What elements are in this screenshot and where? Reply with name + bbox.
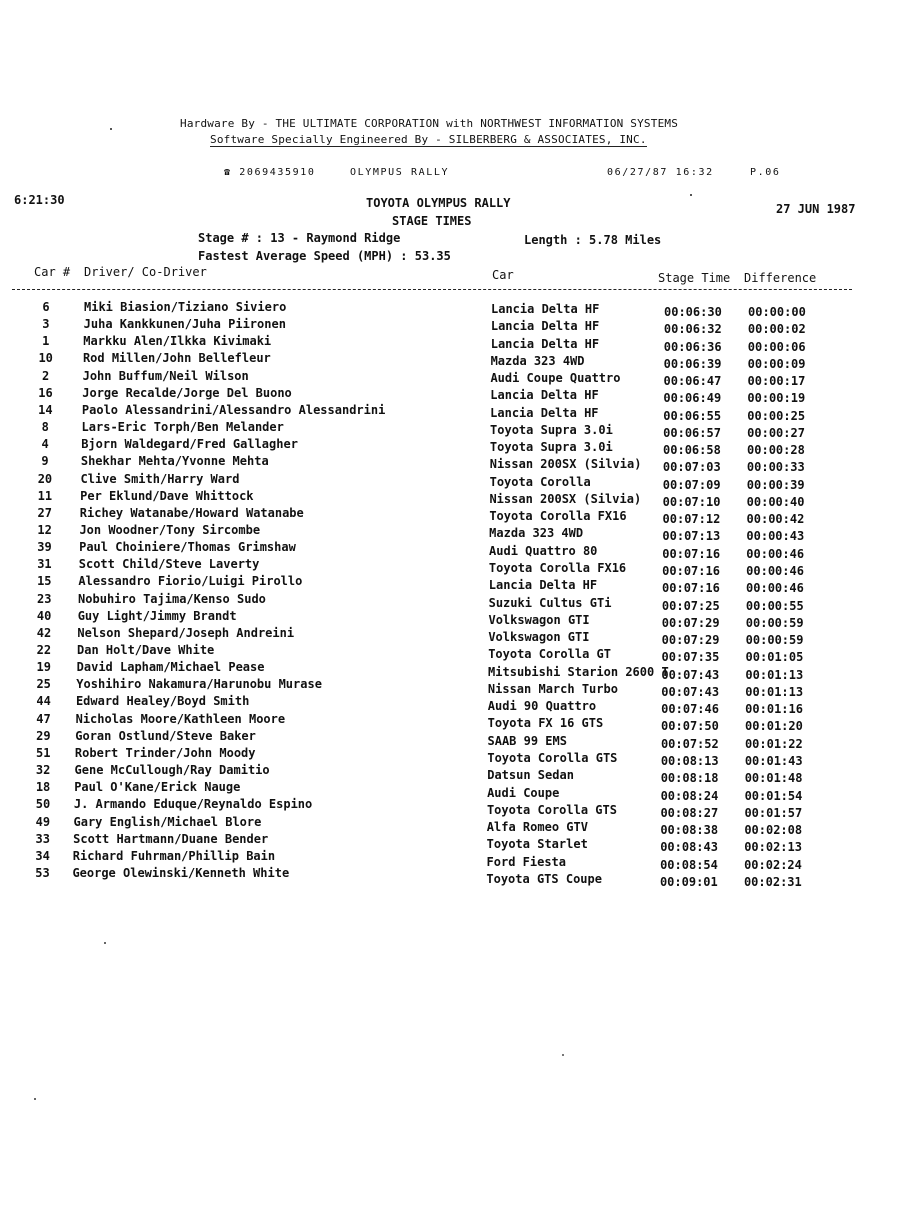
table-row <box>0 471 900 492</box>
phone-icon: ☎ <box>224 167 232 178</box>
car-cell: Suzuki Cultus GTi <box>488 595 612 610</box>
stage-time-cell: 00:06:32 <box>663 322 722 337</box>
car-number-cell: 22 <box>36 643 52 657</box>
driver-cell: Paolo Alessandrini/Alessandro Alessandrini <box>81 402 386 417</box>
column-header-difference: Difference <box>744 271 817 285</box>
difference-cell: 00:01:43 <box>744 754 803 768</box>
table-row <box>0 848 900 872</box>
stage-time-cell: 00:06:30 <box>664 305 722 319</box>
car-cell: Lancia Delta HF <box>490 388 599 403</box>
car-number-cell: 51 <box>36 745 51 760</box>
stage-time-cell: 00:09:01 <box>659 874 718 889</box>
car-number-cell: 32 <box>35 763 51 778</box>
car-cell: Volkswagon GTI <box>488 612 590 627</box>
driver-cell: Miki Biasion/Tiziano Siviero <box>84 300 287 314</box>
fax-page: P.06 <box>750 167 781 178</box>
driver-cell: Scott Child/Steve Laverty <box>78 557 260 572</box>
scan-speck <box>690 194 692 196</box>
stage-time-cell: 00:08:27 <box>660 805 719 820</box>
difference-cell: 00:02:08 <box>744 823 803 838</box>
table-row <box>0 814 900 838</box>
stage-time-cell: 00:07:29 <box>661 615 720 630</box>
car-number-cell: 27 <box>37 505 52 520</box>
driver-cell: Richey Watanabe/Howard Watanabe <box>79 505 304 520</box>
car-number-cell: 19 <box>36 660 51 675</box>
stage-time-cell: 00:08:43 <box>660 840 718 855</box>
car-number-cell: 20 <box>37 471 53 486</box>
table-row <box>0 505 900 527</box>
car-cell: Toyota FX 16 GTS <box>487 716 604 731</box>
driver-cell: Bjorn Waldegard/Fred Gallagher <box>81 437 298 452</box>
difference-cell: 00:00:46 <box>746 581 804 596</box>
difference-cell: 00:01:16 <box>745 702 803 717</box>
stage-time-cell: 00:06:39 <box>663 356 722 371</box>
car-number-cell: 53 <box>35 865 50 880</box>
driver-cell: Rod Millen/John Bellefleur <box>82 351 271 366</box>
driver-cell: Gene McCullough/Ray Damitio <box>74 763 270 778</box>
driver-cell: Per Eklund/Dave Whittock <box>80 488 254 503</box>
car-number-cell: 34 <box>35 848 50 863</box>
fastest-speed: Fastest Average Speed (MPH) : 53.35 <box>198 249 451 263</box>
stage-time-cell: 00:07:35 <box>661 650 720 665</box>
stage-time-cell: 00:07:03 <box>662 460 721 475</box>
driver-cell: Alessandro Fiorio/Luigi Pirollo <box>78 574 303 589</box>
car-number-cell: 16 <box>38 385 53 400</box>
car-cell: Lancia Delta HF <box>488 578 598 593</box>
stage-time-cell: 00:07:16 <box>662 581 720 596</box>
car-cell: SAAB 99 EMS <box>487 733 567 748</box>
column-header-stage-time: Stage Time <box>658 271 731 285</box>
table-row <box>0 643 900 665</box>
driver-cell: Dan Holt/Dave White <box>77 643 215 657</box>
stage-label: Stage # : 13 - Raymond Ridge <box>198 231 401 245</box>
table-row <box>0 402 900 423</box>
table-row <box>0 437 900 458</box>
column-header-car: Car <box>492 268 514 282</box>
table-row <box>0 351 900 371</box>
table-row <box>0 522 900 544</box>
car-cell: Audi Coupe Quattro <box>490 371 621 386</box>
driver-cell: Nelson Shepard/Joseph Andreini <box>77 625 295 640</box>
table-row <box>0 763 900 786</box>
stage-time-cell: 00:06:49 <box>663 391 722 406</box>
table-row <box>0 540 900 561</box>
event-date: 27 JUN 1987 <box>776 202 856 216</box>
car-cell: Audi 90 Quattro <box>487 699 597 714</box>
driver-cell: Gary English/Michael Blore <box>73 814 262 829</box>
car-number-cell: 18 <box>35 780 51 795</box>
difference-cell: 00:00:02 <box>747 322 806 337</box>
car-cell: Lancia Delta HF <box>490 336 600 351</box>
difference-cell: 00:00:06 <box>747 339 806 354</box>
car-cell: Mitsubishi Starion 2600 T <box>488 664 669 679</box>
driver-cell: Edward Healey/Boyd Smith <box>75 694 250 709</box>
difference-cell: 00:00:27 <box>747 425 805 440</box>
driver-cell: David Lapham/Michael Pease <box>76 660 265 675</box>
table-row <box>0 317 900 337</box>
driver-cell: Jon Woodner/Tony Sircombe <box>79 522 261 537</box>
table-row <box>0 711 900 734</box>
stage-time-cell: 00:08:24 <box>660 788 719 803</box>
difference-cell: 00:02:13 <box>744 840 802 855</box>
driver-cell: Nobuhiro Tajima/Kenso Sudo <box>78 591 266 606</box>
stage-time-cell: 00:08:18 <box>660 771 719 786</box>
car-cell: Volkswagon GTI <box>488 630 590 645</box>
car-cell: Mazda 323 4WD <box>490 353 585 368</box>
car-number-cell: 14 <box>38 402 53 417</box>
car-number-cell: 10 <box>38 351 53 366</box>
difference-cell: 00:01:57 <box>744 805 803 820</box>
stage-time-cell: 00:07:29 <box>661 633 720 648</box>
driver-cell: Paul Choiniere/Thomas Grimshaw <box>79 540 296 555</box>
table-row <box>0 694 900 717</box>
driver-cell: Nicholas Moore/Kathleen Moore <box>75 711 286 726</box>
car-cell: Toyota Corolla <box>489 474 591 489</box>
table-row <box>0 677 900 699</box>
car-number-cell: 23 <box>36 591 52 606</box>
stage-length: Length : 5.78 Miles <box>524 233 662 247</box>
difference-cell: 00:01:22 <box>744 736 803 751</box>
car-cell: Toyota Corolla FX16 <box>489 509 627 524</box>
car-number-cell: 42 <box>36 625 52 640</box>
stage-time-cell: 00:08:54 <box>660 857 718 872</box>
car-number-cell: 9 <box>41 454 49 469</box>
stage-time-cell: 00:07:12 <box>662 512 721 527</box>
stage-time-cell: 00:07:43 <box>661 667 720 682</box>
difference-cell: 00:00:55 <box>745 598 804 613</box>
scan-speck <box>34 1098 36 1100</box>
fax-datetime: 06/27/87 16:32 <box>607 167 714 178</box>
driver-cell: Scott Hartmann/Duane Bender <box>73 831 269 846</box>
car-cell: Toyota Supra 3.0i <box>489 440 613 455</box>
car-number-cell: 33 <box>35 831 50 846</box>
column-header-car-number: Car # <box>34 265 71 279</box>
car-number-cell: 39 <box>37 540 52 555</box>
car-number-cell: 8 <box>41 420 49 435</box>
stage-time-cell: 00:07:09 <box>662 477 721 492</box>
car-number-cell: 15 <box>37 574 52 589</box>
car-cell: Toyota Starlet <box>486 837 588 852</box>
car-cell: Nissan March Turbo <box>487 681 618 696</box>
car-number-cell: 31 <box>37 557 52 572</box>
car-cell: Toyota GTS Coupe <box>486 871 602 886</box>
car-number-cell: 4 <box>41 437 49 452</box>
difference-cell: 00:00:46 <box>746 564 804 579</box>
driver-cell: Robert Trinder/John Moody <box>74 745 256 760</box>
table-row <box>0 865 900 889</box>
difference-cell: 00:00:17 <box>747 374 806 389</box>
car-number-cell: 6 <box>42 300 50 314</box>
fax-sender: OLYMPUS RALLY <box>350 167 450 178</box>
driver-cell: Lars-Eric Torph/Ben Melander <box>81 420 284 435</box>
event-title: TOYOTA OLYMPUS RALLY <box>366 196 511 210</box>
table-row <box>0 625 900 648</box>
difference-cell: 00:00:40 <box>746 494 805 509</box>
car-cell: Nissan 200SX (Silvia) <box>489 491 642 506</box>
car-number-cell: 1 <box>42 334 50 349</box>
car-cell: Mazda 323 4WD <box>489 526 584 541</box>
stage-time-cell: 00:06:57 <box>663 425 721 440</box>
driver-cell: Goran Ostlund/Steve Baker <box>75 728 256 743</box>
table-row <box>0 728 900 751</box>
car-number-cell: 44 <box>36 694 51 709</box>
car-cell: Toyota Corolla FX16 <box>488 561 627 576</box>
car-cell: Audi Quattro 80 <box>489 543 598 558</box>
driver-cell: Shekhar Mehta/Yvonne Mehta <box>80 454 269 469</box>
car-number-cell: 29 <box>36 728 51 743</box>
table-row <box>0 574 900 596</box>
difference-cell: 00:00:25 <box>747 408 806 423</box>
difference-cell: 00:01:05 <box>745 650 804 665</box>
driver-cell: Markku Alen/Ilkka Kivimaki <box>83 334 272 349</box>
car-cell: Nissan 200SX (Silvia) <box>489 457 642 472</box>
difference-cell: 00:00:59 <box>745 633 804 648</box>
table-row <box>0 745 900 768</box>
stage-time-cell: 00:06:36 <box>663 339 722 354</box>
difference-cell: 00:01:13 <box>745 667 804 682</box>
table-row <box>0 420 900 440</box>
table-row <box>0 780 900 803</box>
scan-speck <box>562 1054 564 1056</box>
table-row <box>0 385 900 406</box>
table-row <box>0 831 900 855</box>
driver-cell: Jorge Recalde/Jorge Del Buono <box>82 385 292 400</box>
stage-time-cell: 00:07:43 <box>661 684 720 699</box>
difference-cell: 00:00:42 <box>746 512 805 527</box>
difference-cell: 00:01:48 <box>744 771 803 786</box>
car-cell: Lancia Delta HF <box>491 302 600 316</box>
table-row <box>0 797 900 820</box>
difference-cell: 00:01:13 <box>745 684 804 699</box>
driver-cell: J. Armando Eduque/Reynaldo Espino <box>73 797 313 812</box>
car-cell: Audi Coupe <box>487 785 560 800</box>
difference-cell: 00:00:00 <box>748 305 806 319</box>
stage-time-cell: 00:07:25 <box>661 598 720 613</box>
driver-cell: George Olewinski/Kenneth White <box>72 865 290 880</box>
car-cell: Alfa Romeo GTV <box>486 820 588 835</box>
driver-cell: Paul O'Kane/Erick Nauge <box>74 780 241 795</box>
stage-time-cell: 00:06:55 <box>663 408 722 423</box>
car-cell: Datsun Sedan <box>487 768 574 783</box>
difference-cell: 00:00:39 <box>746 477 805 492</box>
table-row <box>0 454 900 475</box>
software-credit: Software Specially Engineered By - SILBERBERG & ASSOCIATES, INC. <box>210 133 647 146</box>
table-row <box>0 300 900 317</box>
scan-speck <box>110 128 112 130</box>
difference-cell: 00:02:24 <box>744 857 802 872</box>
stage-time-cell: 00:07:16 <box>662 564 720 579</box>
stage-time-cell: 00:07:46 <box>661 702 719 717</box>
difference-cell: 00:00:59 <box>745 615 804 630</box>
car-number-cell: 25 <box>36 677 51 692</box>
driver-cell: Yoshihiro Nakamura/Harunobu Murase <box>76 677 322 692</box>
driver-cell: Clive Smith/Harry Ward <box>80 471 240 486</box>
car-number-cell: 11 <box>37 488 53 503</box>
stage-time-cell: 00:08:38 <box>660 823 719 838</box>
driver-cell: Guy Light/Jimmy Brandt <box>77 608 237 623</box>
table-row <box>0 488 900 509</box>
scan-speck <box>104 942 106 944</box>
car-number-cell: 3 <box>42 317 50 332</box>
stage-time-cell: 00:08:13 <box>660 754 719 768</box>
car-number-cell: 49 <box>35 814 51 829</box>
print-time: 6:21:30 <box>14 193 65 207</box>
car-number-cell: 40 <box>36 608 52 623</box>
fax-phone: 2069435910 <box>239 167 316 178</box>
difference-cell: 00:00:19 <box>747 391 806 406</box>
stage-time-cell: 00:07:16 <box>662 546 721 561</box>
hardware-credit: Hardware By - THE ULTIMATE CORPORATION with NORTHWEST INFORMATION SYSTEMS <box>180 117 679 130</box>
difference-cell: 00:00:43 <box>746 529 805 544</box>
table-row <box>0 591 900 613</box>
table-row <box>0 608 900 630</box>
table-row <box>0 660 900 682</box>
car-number-cell: 47 <box>36 711 51 726</box>
stage-time-cell: 00:07:10 <box>662 494 721 509</box>
difference-cell: 00:00:46 <box>746 546 805 561</box>
event-subtitle: STAGE TIMES <box>392 214 472 228</box>
car-number-cell: 12 <box>37 522 52 537</box>
car-number-cell: 2 <box>41 368 50 383</box>
difference-cell: 00:01:54 <box>744 788 803 803</box>
driver-cell: Juha Kankkunen/Juha Piironen <box>83 317 286 332</box>
car-cell: Lancia Delta HF <box>490 405 599 420</box>
driver-cell: John Buffum/Neil Wilson <box>82 368 249 383</box>
car-cell: Toyota Supra 3.0i <box>490 422 613 437</box>
car-cell: Toyota Corolla GT <box>488 647 612 662</box>
column-header-driver: Driver/ Co-Driver <box>84 265 207 279</box>
car-cell: Ford Fiesta <box>486 854 566 869</box>
stage-time-cell: 00:06:47 <box>663 374 722 389</box>
stage-time-cell: 00:07:13 <box>662 529 721 544</box>
table-row <box>0 368 900 389</box>
stage-time-cell: 00:07:50 <box>661 719 719 734</box>
table-row <box>0 557 900 579</box>
driver-cell: Richard Fuhrman/Phillip Bain <box>72 848 276 863</box>
stage-time-cell: 00:07:52 <box>660 736 719 751</box>
car-cell: Toyota Corolla GTS <box>486 802 617 817</box>
car-cell: Toyota Corolla GTS <box>487 751 618 765</box>
difference-cell: 00:00:33 <box>746 460 805 475</box>
car-cell: Lancia Delta HF <box>490 319 600 334</box>
difference-cell: 00:00:28 <box>747 443 805 458</box>
stage-time-cell: 00:06:58 <box>663 443 721 458</box>
table-row <box>0 334 900 354</box>
difference-cell: 00:02:31 <box>743 874 802 889</box>
difference-cell: 00:01:20 <box>745 719 803 734</box>
car-number-cell: 50 <box>35 797 51 812</box>
difference-cell: 00:00:09 <box>747 356 806 371</box>
